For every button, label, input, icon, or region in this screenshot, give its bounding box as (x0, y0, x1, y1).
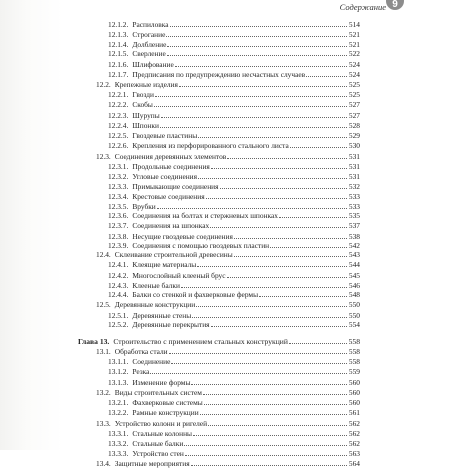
leader-dots (161, 111, 347, 118)
toc-entry (108, 60, 360, 69)
toc-entry-number: 12.1.5. (108, 49, 129, 59)
toc-entry-title: Склеивание строительной древесины (114, 250, 233, 260)
leader-dots (200, 408, 347, 415)
toc-entry-title: Строительство с применением стальных конструкций (113, 336, 288, 346)
toc-entry (108, 49, 360, 58)
toc-entry-page: 550 (348, 300, 360, 310)
toc-entry (108, 357, 360, 366)
toc-entry-page: 560 (348, 387, 360, 397)
leader-dots (208, 419, 347, 426)
toc-entry-number: 13.1.2. (108, 367, 129, 377)
toc-entry-number: Глава 13. (78, 336, 110, 346)
leader-dots (179, 80, 347, 87)
toc-entry (96, 388, 360, 397)
leader-dots (191, 459, 347, 466)
toc-entry-title: Соединения деревянных элементов (114, 151, 227, 161)
toc-entry-number: 13.1.1. (108, 357, 129, 367)
toc-entry-number: 12.1.4. (108, 40, 129, 50)
leader-dots (197, 260, 347, 267)
toc-entry (108, 182, 360, 191)
leader-dots (259, 290, 347, 297)
leader-dots (166, 30, 347, 37)
leader-dots (234, 232, 347, 239)
toc-entry-page: 535 (348, 211, 360, 221)
toc-entry-title: Распиловка (132, 19, 169, 29)
leader-dots (204, 398, 347, 405)
toc-entry-page: 525 (348, 90, 360, 100)
toc-entry (108, 439, 360, 448)
toc-entry-title: Угловые соединения (132, 172, 198, 182)
toc-entry-number: 12.3.6. (108, 211, 129, 221)
toc-entry-title: Балки со стенкой и фахверковые фермы (132, 290, 259, 300)
toc-entry-number: 12.1.6. (108, 59, 129, 69)
leader-dots (206, 192, 347, 199)
toc-entry-title: Сверление (132, 49, 166, 59)
toc-entry (108, 241, 360, 250)
toc-entry-number: 13.2.2. (108, 408, 129, 418)
toc-entry-title: Рамные конструкции (132, 408, 199, 418)
toc-entry (108, 221, 360, 230)
toc-entry-number: 12.4. (96, 250, 111, 260)
toc-entry (108, 449, 360, 458)
toc-entry-title: Гвозди (132, 90, 154, 100)
toc-entry-number: 12.2.1. (108, 90, 129, 100)
toc-entry-title: Долбление (132, 40, 167, 50)
toc-entry-title: Крепежные изделия (114, 80, 178, 90)
toc-entry-page: 533 (348, 191, 360, 201)
toc-entry (108, 100, 360, 109)
leader-dots (150, 367, 347, 374)
toc-entry-number: 12.2.4. (108, 120, 129, 130)
leader-dots (198, 131, 347, 138)
toc-entry-page: 564 (348, 459, 360, 468)
toc-entry-title: Врубки (132, 201, 156, 211)
toc-entry (96, 347, 360, 356)
leader-dots (191, 378, 346, 385)
toc-entry-page: 554 (348, 319, 360, 329)
toc-entry (108, 20, 360, 29)
leader-dots (198, 172, 347, 179)
toc-entry-title: Соединения на шпонках (132, 221, 210, 231)
toc-entry (108, 70, 360, 79)
leader-dots (181, 281, 347, 288)
toc-entry (96, 152, 360, 161)
toc-entry-title: Стальные балки (132, 439, 184, 448)
leader-dots (175, 60, 347, 67)
toc-entry-page: 562 (348, 439, 360, 448)
toc-entry-number: 12.1.3. (108, 29, 129, 39)
toc-entry (108, 232, 360, 241)
running-header (250, 0, 450, 14)
toc-entry-number: 12.2.3. (108, 110, 129, 120)
page-number-badge: 9 (386, 0, 404, 10)
toc-entry-number: 12.2.6. (108, 141, 129, 151)
toc-entry-page: 524 (348, 69, 360, 79)
leader-dots (210, 221, 347, 228)
toc-entry-number: 12.4.3. (108, 280, 129, 290)
toc-entry-title: Изменение формы (132, 377, 191, 387)
toc-entry-page: 562 (348, 418, 360, 428)
toc-entry-number: 13.3.3. (108, 449, 129, 459)
toc-entry-page: 529 (348, 131, 360, 141)
toc-entry-page: 525 (348, 80, 360, 90)
toc-entry (96, 419, 360, 428)
leader-dots (169, 347, 347, 354)
toc-entry-number: 12.3.4. (108, 191, 129, 201)
toc-entry-number: 13.1. (96, 346, 111, 356)
toc-entry-page: 530 (348, 141, 360, 151)
leader-dots (227, 271, 347, 278)
leader-dots (270, 241, 347, 248)
toc-entry-page: 544 (348, 260, 360, 270)
toc-entry-number: 12.3.2. (108, 172, 129, 182)
toc-entry-title: Соединение (132, 357, 171, 367)
toc-entry (108, 281, 360, 290)
toc-entry-page: 563 (348, 449, 360, 459)
toc-entry (108, 40, 360, 49)
toc-entry-title: Клееные балки (132, 280, 180, 290)
toc-entry-title: Предписания по предупреждению несчастных случаев (132, 69, 306, 79)
toc-entry-title: Несущие гвоздевые соединения (132, 231, 233, 241)
toc-entry-page: 521 (348, 29, 360, 39)
toc-entry-page: 524 (348, 59, 360, 69)
leader-dots (171, 357, 347, 364)
leader-dots (157, 202, 347, 209)
toc-entry-number: 12.1.2. (108, 19, 129, 29)
toc-entry-page: 528 (348, 120, 360, 130)
toc-entry-page: 542 (348, 240, 360, 250)
leader-dots (154, 100, 347, 107)
toc-entry-page: 521 (348, 40, 360, 50)
toc-entry (108, 408, 360, 417)
toc-entry-title: Устройство колонн и ригелей (114, 418, 208, 428)
toc-entry (96, 80, 360, 89)
toc-entry-title: Фахверковые системы (132, 398, 203, 408)
toc-entry-page: 550 (348, 310, 360, 320)
toc-entry-number: 13.3.1. (108, 428, 129, 438)
toc-entry-page: 537 (348, 221, 360, 231)
toc-entry (108, 202, 360, 211)
leader-dots (289, 337, 347, 344)
toc-entry-number: 12.2.2. (108, 100, 129, 110)
toc-entry-page: 531 (348, 161, 360, 171)
leader-dots (184, 439, 347, 446)
toc-entry-page: 558 (348, 346, 360, 356)
toc-entry-title: Гвоздевые пластины (132, 131, 198, 141)
toc-entry-title: Продольные соединения (132, 161, 210, 171)
toc-entry-title: Шлифование (132, 59, 174, 69)
toc-entry-title: Деревянные перекрытия (132, 319, 210, 329)
toc-entry-number: 13.3.2. (108, 439, 129, 448)
toc-entry-number: 12.4.2. (108, 270, 129, 280)
leader-dots (220, 182, 347, 189)
toc-entry-title: Скобы (132, 100, 153, 110)
toc-entry (108, 271, 360, 280)
toc-entry-page: 522 (348, 49, 360, 59)
toc-entry (108, 162, 360, 171)
toc-entry-title: Клеящие материалы (132, 260, 197, 270)
leader-dots (185, 449, 347, 456)
leader-dots (290, 141, 347, 148)
toc-entry-page: 527 (348, 110, 360, 120)
toc-entry-page: 533 (348, 201, 360, 211)
leader-dots (306, 70, 347, 77)
toc-entry-page: 543 (348, 250, 360, 260)
toc-entry (108, 320, 360, 329)
toc-entry (78, 337, 360, 346)
toc-entry (108, 192, 360, 201)
toc-entry-title: Соединения на болтах и стержневых шпонках (132, 211, 278, 221)
toc-entry (108, 398, 360, 407)
leader-dots (211, 320, 347, 327)
toc-entry (96, 300, 360, 309)
header-title: Содержание (339, 2, 386, 12)
toc-entry-page: 561 (348, 408, 360, 418)
toc-entry-title: Стальные колонны (132, 428, 193, 438)
toc-entry-number: 12.5. (96, 300, 111, 310)
toc-entry (108, 378, 360, 387)
toc-entry (108, 367, 360, 376)
toc-entry-number: 12.3.9. (108, 240, 129, 250)
leader-dots (196, 300, 347, 307)
toc-entry-page: 558 (348, 357, 360, 367)
toc-entry-number: 12.4.1. (108, 260, 129, 270)
toc-entry-page: 562 (348, 428, 360, 438)
toc-entry-number: 12.2.5. (108, 131, 129, 141)
toc-entry-title: Деревянные конструкции (114, 300, 196, 310)
leader-dots (167, 40, 347, 47)
toc-entry-page: 545 (348, 270, 360, 280)
toc-entry (108, 290, 360, 299)
toc-entry-page: 531 (348, 172, 360, 182)
toc-entry-title: Обработка стали (114, 346, 168, 356)
toc-entry (108, 131, 360, 140)
toc-entry-title: Шурупы (132, 110, 160, 120)
toc-entry-number: 12.4.4. (108, 290, 129, 300)
toc-entry-number: 12.3.5. (108, 201, 129, 211)
toc-entry-number: 12.5.1. (108, 310, 129, 320)
toc-entry-title: Крестовые соединения (132, 191, 205, 201)
toc-entry-page: 559 (348, 367, 360, 377)
toc-entry (108, 260, 360, 269)
toc-entry-number: 12.3.7. (108, 221, 129, 231)
toc-entry (108, 90, 360, 99)
toc-entry-page: 558 (348, 336, 360, 346)
leader-dots (160, 121, 347, 128)
toc-entry-title: Устройство стен (132, 449, 184, 459)
toc-entry-number: 12.3. (96, 151, 111, 161)
toc-entry-number: 12.2. (96, 80, 111, 90)
toc-entry-number: 12.3.8. (108, 231, 129, 241)
toc-entry-page: 532 (348, 182, 360, 192)
toc-entry-number: 13.3. (96, 418, 111, 428)
toc-entry-page: 514 (348, 19, 360, 29)
leader-dots (192, 311, 347, 318)
toc-entry-title: Многослойный клееный брус (132, 270, 226, 280)
toc-entry-number: 13.1.3. (108, 377, 129, 387)
toc-entry-page: 527 (348, 100, 360, 110)
toc-entry-number: 13.4. (96, 459, 111, 468)
leader-dots (193, 429, 347, 436)
toc-entry-page: 560 (348, 377, 360, 387)
toc-entry (108, 121, 360, 130)
toc-entry-title: Примыкающие соединения (132, 182, 219, 192)
leader-dots (167, 49, 347, 56)
toc-entry-number: 12.5.2. (108, 319, 129, 329)
leader-dots (203, 388, 347, 395)
toc-entry-title: Шпонки (132, 120, 159, 130)
leader-dots (279, 211, 347, 218)
toc-entry-number: 13.2. (96, 387, 111, 397)
toc-entry-number: 13.2.1. (108, 398, 129, 408)
leader-dots (170, 20, 347, 27)
toc-entry-page: 538 (348, 231, 360, 241)
toc-entry-page: 548 (348, 290, 360, 300)
toc-entry (108, 211, 360, 220)
leader-dots (234, 250, 347, 257)
toc-entry-title: Резка (132, 367, 150, 377)
toc-entry-title: Строгание (132, 29, 166, 39)
toc-entry (108, 30, 360, 39)
toc-entry (108, 111, 360, 120)
toc-entry-title: Деревянные стены (132, 310, 192, 320)
toc-entry-title: Крепления из перфорированного стального листа (132, 141, 289, 151)
toc-entry-title: Соединения с помощью гвоздевых пластин (132, 240, 270, 250)
toc-entry (96, 459, 360, 468)
toc-entry-page: 546 (348, 280, 360, 290)
toc-entry-page: 531 (348, 151, 360, 161)
toc-entry (96, 250, 360, 259)
toc-entry (108, 311, 360, 320)
leader-dots (227, 152, 347, 159)
leader-dots (155, 90, 347, 97)
toc-entry-page: 560 (348, 398, 360, 408)
toc-entry-title: Защитные мероприятия (114, 459, 190, 468)
toc-entry (108, 429, 360, 438)
toc-entry (108, 172, 360, 181)
toc-entry-number: 12.3.1. (108, 161, 129, 171)
leader-dots (211, 162, 347, 169)
toc-entry-number: 12.3.3. (108, 182, 129, 192)
toc-entry-title: Виды строительных систем (114, 387, 202, 397)
toc-entry-number: 12.1.7. (108, 69, 129, 79)
toc-entry (108, 141, 360, 150)
